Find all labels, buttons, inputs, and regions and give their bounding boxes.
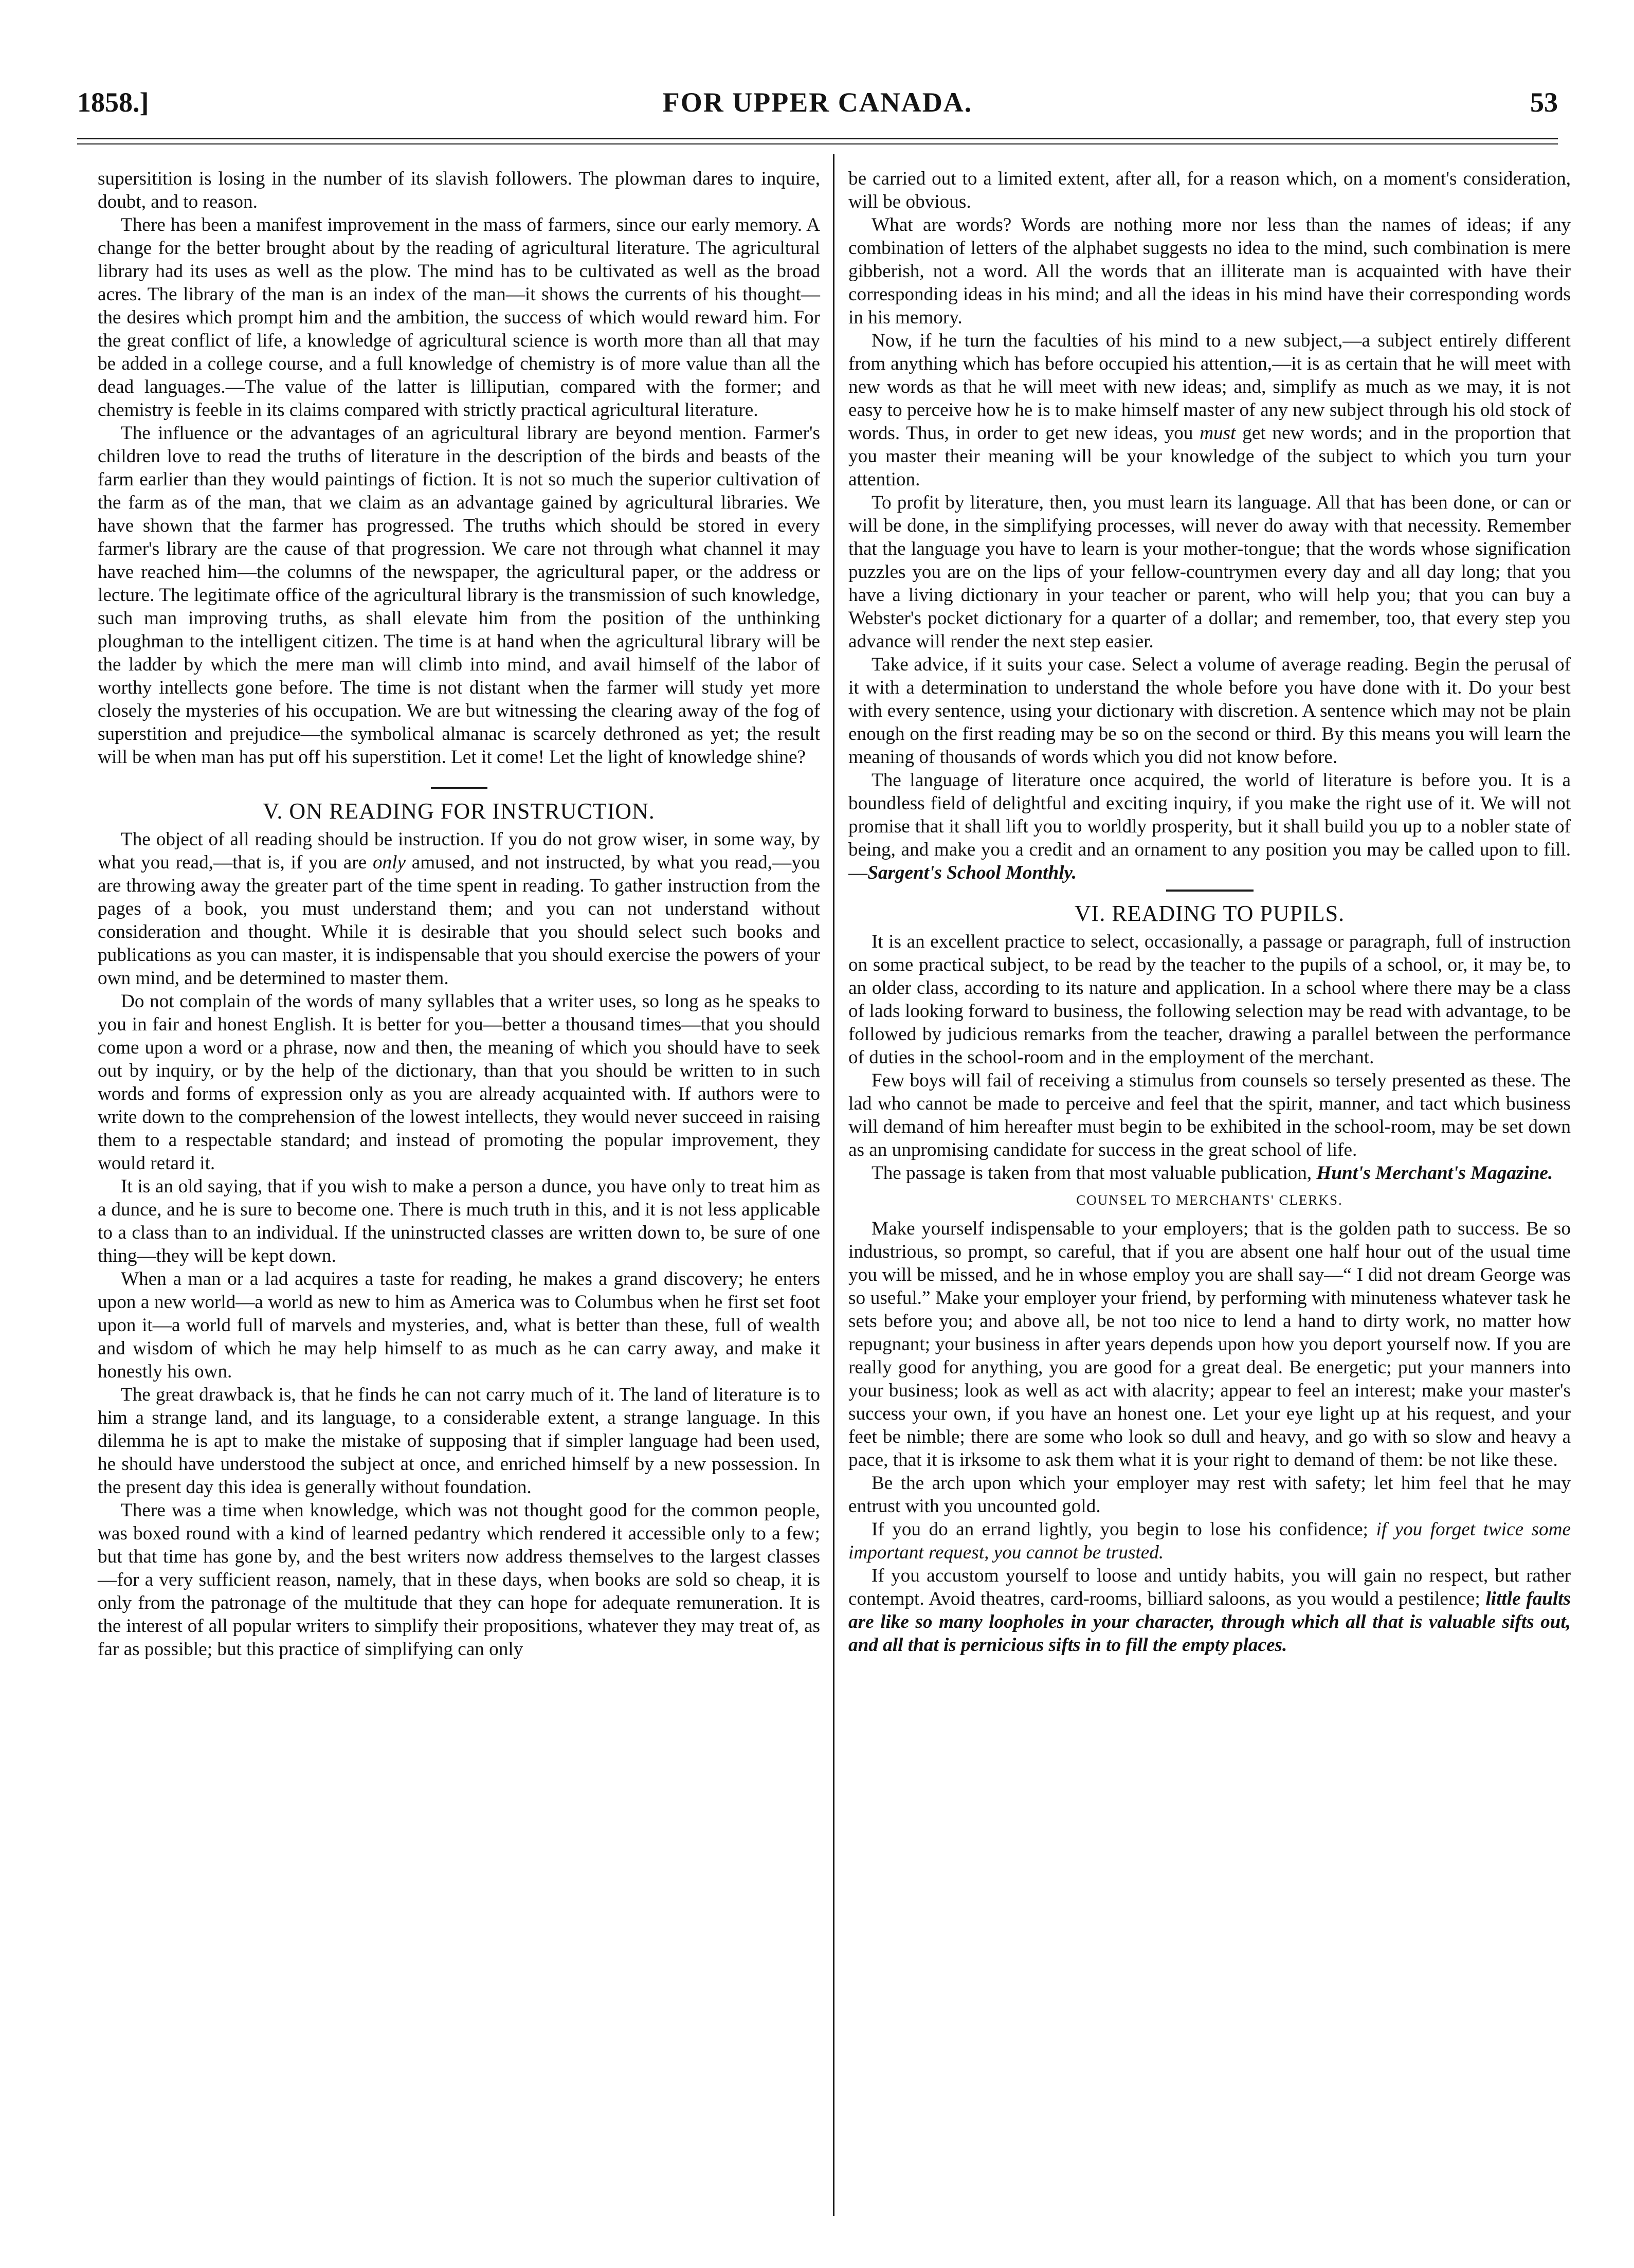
- section-heading-reading-to-pupils: VI. READING TO PUPILS.: [1074, 901, 1345, 926]
- paragraph: Take advice, if it suits your case. Select a volume of average reading. Begin the perusal of it with a determination to understand the whole before you have done with it. Do your best with every sentence, using your dictionary with discretion. A sentence which may not be plain enough on the first reading may be so on the second or third. By this means you will learn the meaning of thousands of words which you did not know before.: [848, 654, 1571, 768]
- paragraph: If you accustom yourself to loose and untidy habits, you will gain no respect, but rather contempt. Avoid theatres, card-rooms, billiard saloons, as you would a pestilence; little faults are like so many loopholes in your character, through which all that is valuable sifts out, and all that is pernicious sifts in to fill the empty places.: [848, 1565, 1571, 1656]
- column-divider: [833, 154, 834, 2216]
- section-separator: [431, 787, 487, 789]
- section-heading-reading-for-instruction: V. ON READING FOR INSTRUCTION.: [263, 799, 655, 824]
- left-column: [98, 167, 820, 1661]
- header-year: 1858.]: [77, 87, 149, 118]
- paragraph: The great drawback is, that he finds he can not carry much of it. The land of literature is to him a strange land, and its language, to a considerable extent, a strange language. In this dilemma he is apt to make the mistake of supposing that if simpler language had been used, he should have understood the subject at once, and enriched himself by a new possession. In the present day this idea is generally without foundation.: [98, 1384, 820, 1498]
- paragraph: Few boys will fail of receiving a stimulus from counsels so tersely presented as these. The lad who cannot be made to perceive and feel that the spirit, manner, and tact which business will demand of him hereafter must begin to be exhibited in the school-room, may be set down as an unpromising candidate for success in the great school of life.: [848, 1070, 1571, 1160]
- paragraph: If you do an errand lightly, you begin to lose his confidence; if you forget twice some important request, you cannot be trusted.: [848, 1519, 1571, 1563]
- subheading-counsel-to-clerks: COUNSEL TO MERCHANTS' CLERKS.: [1076, 1192, 1343, 1208]
- paragraph: To profit by literature, then, you must learn its language. All that has been done, or can or will be done, in the simplifying processes, will never do away with that necessity. Remember that the language you have to learn is your mother-tongue; that the words whose signification puzzles you are on the lips of your fellow-countrymen every day and all day long; that you have a living dictionary in your teacher or parent, who will help you; that you can buy a Webster's pocket dictionary for a quarter of a dollar; and remember, too, that every step you advance will render the next step easier.: [848, 492, 1571, 652]
- paragraph: Be the arch upon which your employer may rest with safety; let him feel that he may entrust with you uncounted gold.: [848, 1473, 1571, 1517]
- paragraph: The passage is taken from that most valuable publication, Hunt's Merchant's Magazine.: [872, 1163, 1553, 1184]
- paragraph: Do not complain of the words of many syllables that a writer uses, so long as he speaks to you in fair and honest English. It is better for you—better a thousand times—that you should come upon a word or a phrase, now and then, the meaning of which you should have to seek out by inquiry, or by the help of the dictionary, than that you should be written to in such words and forms of expression only as you are already acquainted with. If authors were to write down to the comprehension of the lowest intellects, they would never succeed in raising them to a respectable standard; and instead of promoting the popular improvement, they would retard it.: [98, 991, 820, 1174]
- page-header: [77, 82, 1558, 129]
- paragraph: There has been a manifest improvement in the mass of farmers, since our early memory. A change for the better brought about by the reading of agricultural literature. The agricultural library had its uses as well as the plow. The mind has to be cultivated as well as the broad acres. The library of the man is an index of the man—it shows the currents of his thought—the desires which prompt him and the ambition, the success of which would reward him. For the great conflict of life, a knowledge of agricultural science is worth more than all that may be added in a college course, and a full knowledge of chemistry is of more value than all the dead languages.—The value of the latter is lilliputian, compared with the former; and chemistry is feeble in its claims compared with strictly practical agricultural literature.: [98, 214, 820, 421]
- paragraph: It is an old saying, that if you wish to make a person a dunce, you have only to treat him as a dunce, and he is sure to become one. There is much truth in this, and it is not less applicable to a class than to an individual. If the uninstructed classes are written down to, be sure of one thing—they will be kept down.: [98, 1176, 820, 1266]
- paragraph: The influence or the advantages of an agricultural library are beyond mention. Farmer's children love to read the truths of literature in the description of the birds and beasts of the farm earlier than they would paintings of fiction. It is not so much the superior cultivation of the farm as of the man, that we claim as an advantage gained by agricultural libraries. We have shown that the farmer has progressed. The truths which should be stored in every farmer's library are the cause of that progression. We care not through what channel it may have reached him—the columns of the newspaper, the agricultural paper, or the address or lecture. The legitimate office of the agricultural library is the transmission of such knowledge, such man improving truths, as shall elevate him from the position of the unthinking ploughman to the intelligent citizen. The time is at hand when the agricultural library will be the ladder by which the mere man will climb into mind, and avail himself of the labor of worthy intellects gone before. The time is not distant when the farmer will study yet more closely the mysteries of his occupation. We are but witnessing the clearing away of the fog of superstition and prejudice—the symbolical almanac is scarcely dethroned as yet; the result will be when man has put off his superstition. Let it come! Let the light of knowledge shine?: [98, 423, 820, 768]
- source-citation: Sargent's School Monthly.: [867, 862, 1077, 883]
- paragraph: Now, if he turn the faculties of his mind to a new subject,—a subject entirely different from anything which has before occupied his attention,—it is as certain that he will meet with new words as that he will meet with new ideas; and, simplify as much as we may, it is not easy to perceive how he is to make himself master of any new subject through his old stock of words. Thus, in order to get new ideas, you must get new words; and in the proportion that you master their meaning will be your knowledge of the subject to which you turn your attention.: [848, 330, 1571, 490]
- header-page-number: 53: [1530, 87, 1558, 118]
- paragraph: supersitition is losing in the number of its slavish followers. The plowman dares to inquire, doubt, and to reason.: [98, 168, 820, 212]
- paragraph: be carried out to a limited extent, after all, for a reason which, on a moment's consideration, will be obvious.: [848, 168, 1571, 212]
- paragraph: Make yourself indispensable to your employers; that is the golden path to success. Be so industrious, so prompt, so careful, that if you are absent one half hour out of the usual time you will be missed, and he in whose employ you are shall say—“ I did not dream George was so useful.” Make your employer your friend, by performing with minuteness whatever task he sets before you; and above all, be not too nice to lend a hand to dirty work, no matter how repugnant; your business in after years depends upon how you deport yourself now. If you are really good for anything, you are good for a great deal. Be energetic; put your manners into your business; look as well as act with alacrity; appear to feel an interest; make your master's success your own, if you have an honest one. Let your eye light up at his request, and your feet be nimble; there are some who look so dull and heavy, and go with so slow and heavy a pace, that it is irksome to ask them what it is your right to demand of them: be not like these.: [848, 1218, 1571, 1471]
- paragraph: The language of literature once acquired, the world of literature is before you. It is a boundless field of delightful and exciting inquiry, if you make the right use of it. We will not promise that it shall lift you to worldly prosperity, but it shall build you up to a nobler state of being, and make you a credit and an ornament to any position you may be called upon to fill.—Sargent's School Monthly.: [848, 770, 1571, 883]
- source-citation: Hunt's Merchant's Magazine.: [1316, 1163, 1553, 1184]
- header-rule-thin: [77, 143, 1558, 144]
- paragraph: It is an excellent practice to select, occasionally, a passage or paragraph, full of instruction on some practical subject, to be read by the teacher to the pupils of a school, or, it may be, to an older class, according to its nature and application. In a school where there may be a class of lads looking forward to business, the following selection may be read with advantage, to be followed by judicious remarks from the teacher, drawing a parallel between the performance of duties in the school-room and in the employment of the merchant.: [848, 931, 1571, 1068]
- paragraph: There was a time when knowledge, which was not thought good for the common people, was boxed round with a kind of learned pedantry which rendered it accessible only to a few; but that time has gone by, and the best writers now address themselves to the largest classes —for a very sufficient reason, namely, that in these days, when books are sold so cheap, it is only from the patronage of the multitude that they can hope for adequate remuneration. It is the interest of all popular writers to simplify their propositions, whatever they may treat of, as far as possible; but this practice of simplifying can only: [98, 1500, 820, 1660]
- emphasis: must: [1200, 423, 1236, 444]
- paragraph: What are words? Words are nothing more nor less than the names of ideas; if any combination of letters of the alphabet suggests no idea to the mind, such combination is mere gibberish, not a word. All the words that an illiterate man is acquainted with have their corresponding ideas in his mind; and all the ideas in his mind have their corresponding words in his memory.: [848, 214, 1571, 328]
- header-title: FOR UPPER CANADA.: [662, 87, 973, 118]
- emphasis: only: [372, 852, 406, 873]
- right-column: [848, 167, 1571, 1657]
- header-rule: [77, 138, 1558, 139]
- emphasis: if you forget twice some important request, you cannot be trusted.: [848, 1519, 1571, 1563]
- section-separator: [1166, 890, 1254, 892]
- paragraph: When a man or a lad acquires a taste for reading, he makes a grand discovery; he enters upon a new world—a world as new to him as America was to Columbus when he first set foot upon it—a world full of marvels and mysteries, and, what is better than these, full of wealth and wisdom of which he may help himself to as much as he can carry away, and make it honestly his own.: [98, 1268, 820, 1382]
- emphasis: little faults are like so many loopholes in your character, through which all that is valuable sifts out, and all that is pernicious sifts in to fill the empty places.: [848, 1588, 1571, 1656]
- paragraph: The object of all reading should be instruction. If you do not grow wiser, in some way, by what you read,—that is, if you are only amused, and not instructed, by what you read,—you are throwing away the greater part of the time spent in reading. To gather instruction from the pages of a book, you must understand them; and you can not understand without consideration and thought. While it is desirable that you should select such books and publications as you can master, it is indispensable that you should exercise the powers of your own mind, and be determined to master them.: [98, 829, 821, 989]
